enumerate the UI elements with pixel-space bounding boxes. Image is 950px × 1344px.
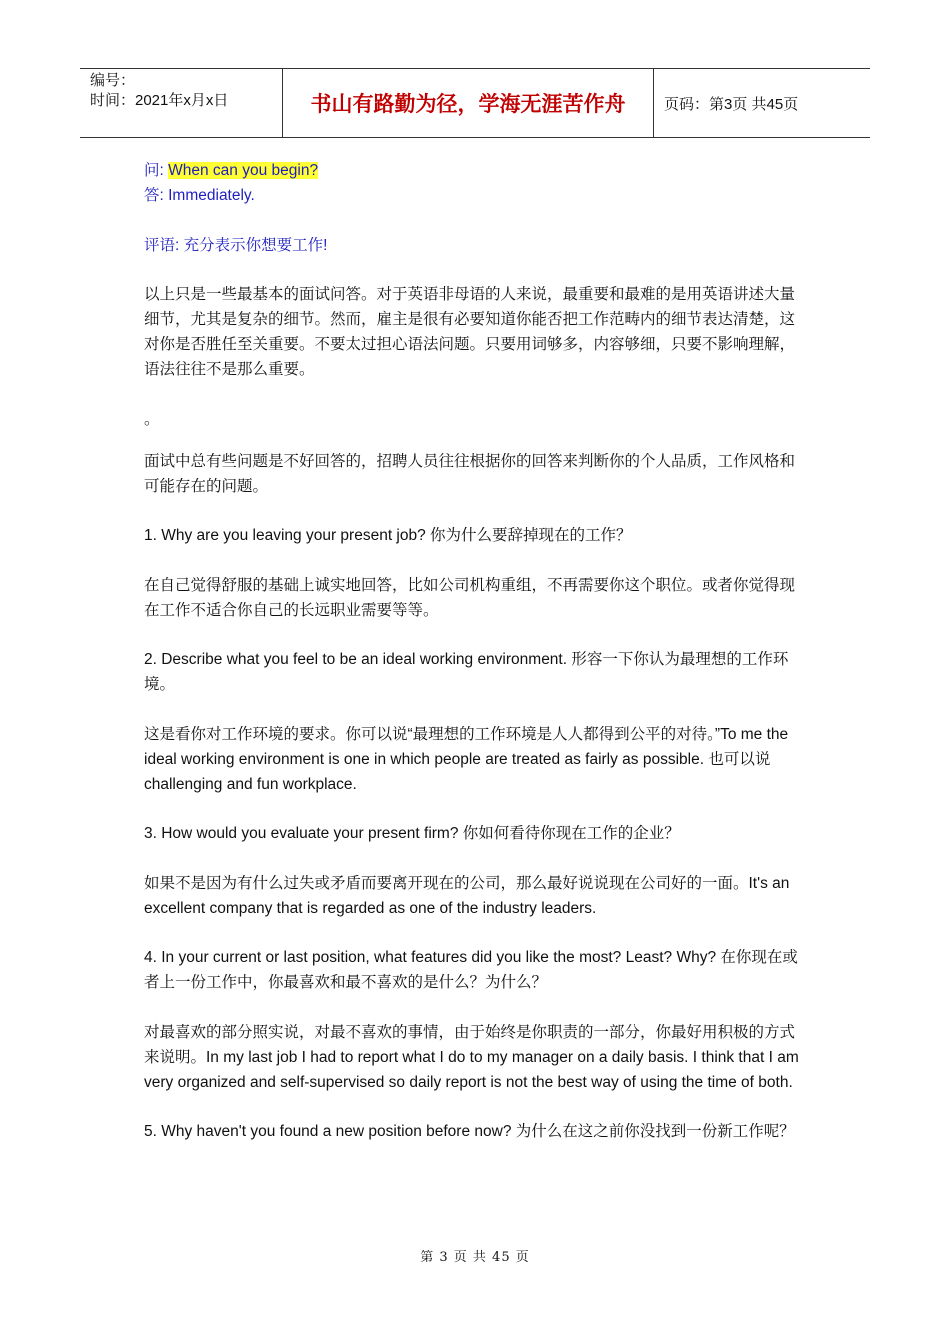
paragraph: 在自己觉得舒服的基础上诚实地回答，比如公司机构重组，不再需要你这个职位。或者你觉得现在工作不适合你自己的长远职业需要等等。 <box>144 576 796 619</box>
paragraph: 以上只是一些最基本的面试问答。对于英语非母语的人来说，最重要和最难的是用英语讲述大量细节，尤其是复杂的细节。然而，雇主是很有必要知道你能否把工作范畴内的细节表达清楚，这对你是否胜任至关重要。不要太过担心语法问题。只要用词够多，内容够细，只要不影响理解，语法往往不是那么重要。 <box>144 286 796 378</box>
paragraph: 如果不是因为有什么过失或矛盾而要离开现在的公司，那么最好说说现在公司好的一面。It's an excellent company that is regarded as one of the industry leaders. <box>144 874 790 917</box>
question-heading: 2. Describe what you feel to be an ideal working environment. 形容一下你认为最理想的工作环境。 <box>144 651 789 693</box>
question-prefix: 问: <box>144 162 169 179</box>
question-heading: 1. Why are you leaving your present job? 你为什么要辞掉现在的工作？ <box>144 527 632 544</box>
page-header <box>80 68 870 138</box>
document-number-label: 编号： <box>90 72 136 89</box>
question-line <box>144 158 809 183</box>
paragraph: 这是看你对工作环境的要求。你可以说“最理想的工作环境是人人都得到公平的对待。”To me the ideal working environment is one in which people are treated as fairly as possible. 也可以说challenging and fun workplace. <box>144 725 789 793</box>
header-motto: 书山有路勤为径，学海无涯苦作舟 <box>282 69 654 137</box>
comment-line: 评语: 充分表示你想要工作! <box>144 236 328 254</box>
question-heading: 4. In your current or last position, what features did you like the most? Least? Why? 在你现在或者上一份工作中，你最喜欢和最不喜欢的是什么？为什么？ <box>144 949 798 991</box>
page-footer: 第 3 页 共 45 页 <box>420 1250 530 1265</box>
document-date: 时间：2021年x月x日 <box>90 92 229 109</box>
question-text: When can you begin? <box>168 162 319 179</box>
answer-line <box>144 183 809 208</box>
document-body <box>144 158 809 1169</box>
question-heading: 5. Why haven't you found a new position before now? 为什么在这之前你没找到一份新工作呢？ <box>144 1123 795 1140</box>
answer-prefix: 答: <box>144 187 169 204</box>
header-page-number: 页码：第3页 共45页 <box>664 95 799 113</box>
paragraph: 面试中总有些问题是不好回答的，招聘人员往往根据你的回答来判断你的个人品质，工作风格和可能存在的问题。 <box>144 452 796 495</box>
answer-text: Immediately. <box>168 187 255 204</box>
header-meta <box>80 69 282 137</box>
qa-block <box>144 158 809 258</box>
paragraph: 对最喜欢的部分照实说，对最不喜欢的事情，由于始终是你职责的一部分，你最好用积极的方式来说明。In my last job I had to report what I do to my manager on a daily basis. I think that I am very organized and self-supervised so daily report is not the best way of using the time of both. <box>144 1023 799 1091</box>
paragraph: 。 <box>144 410 160 428</box>
question-heading: 3. How would you evaluate your present firm? 你如何看待你现在工作的企业？ <box>144 825 680 842</box>
